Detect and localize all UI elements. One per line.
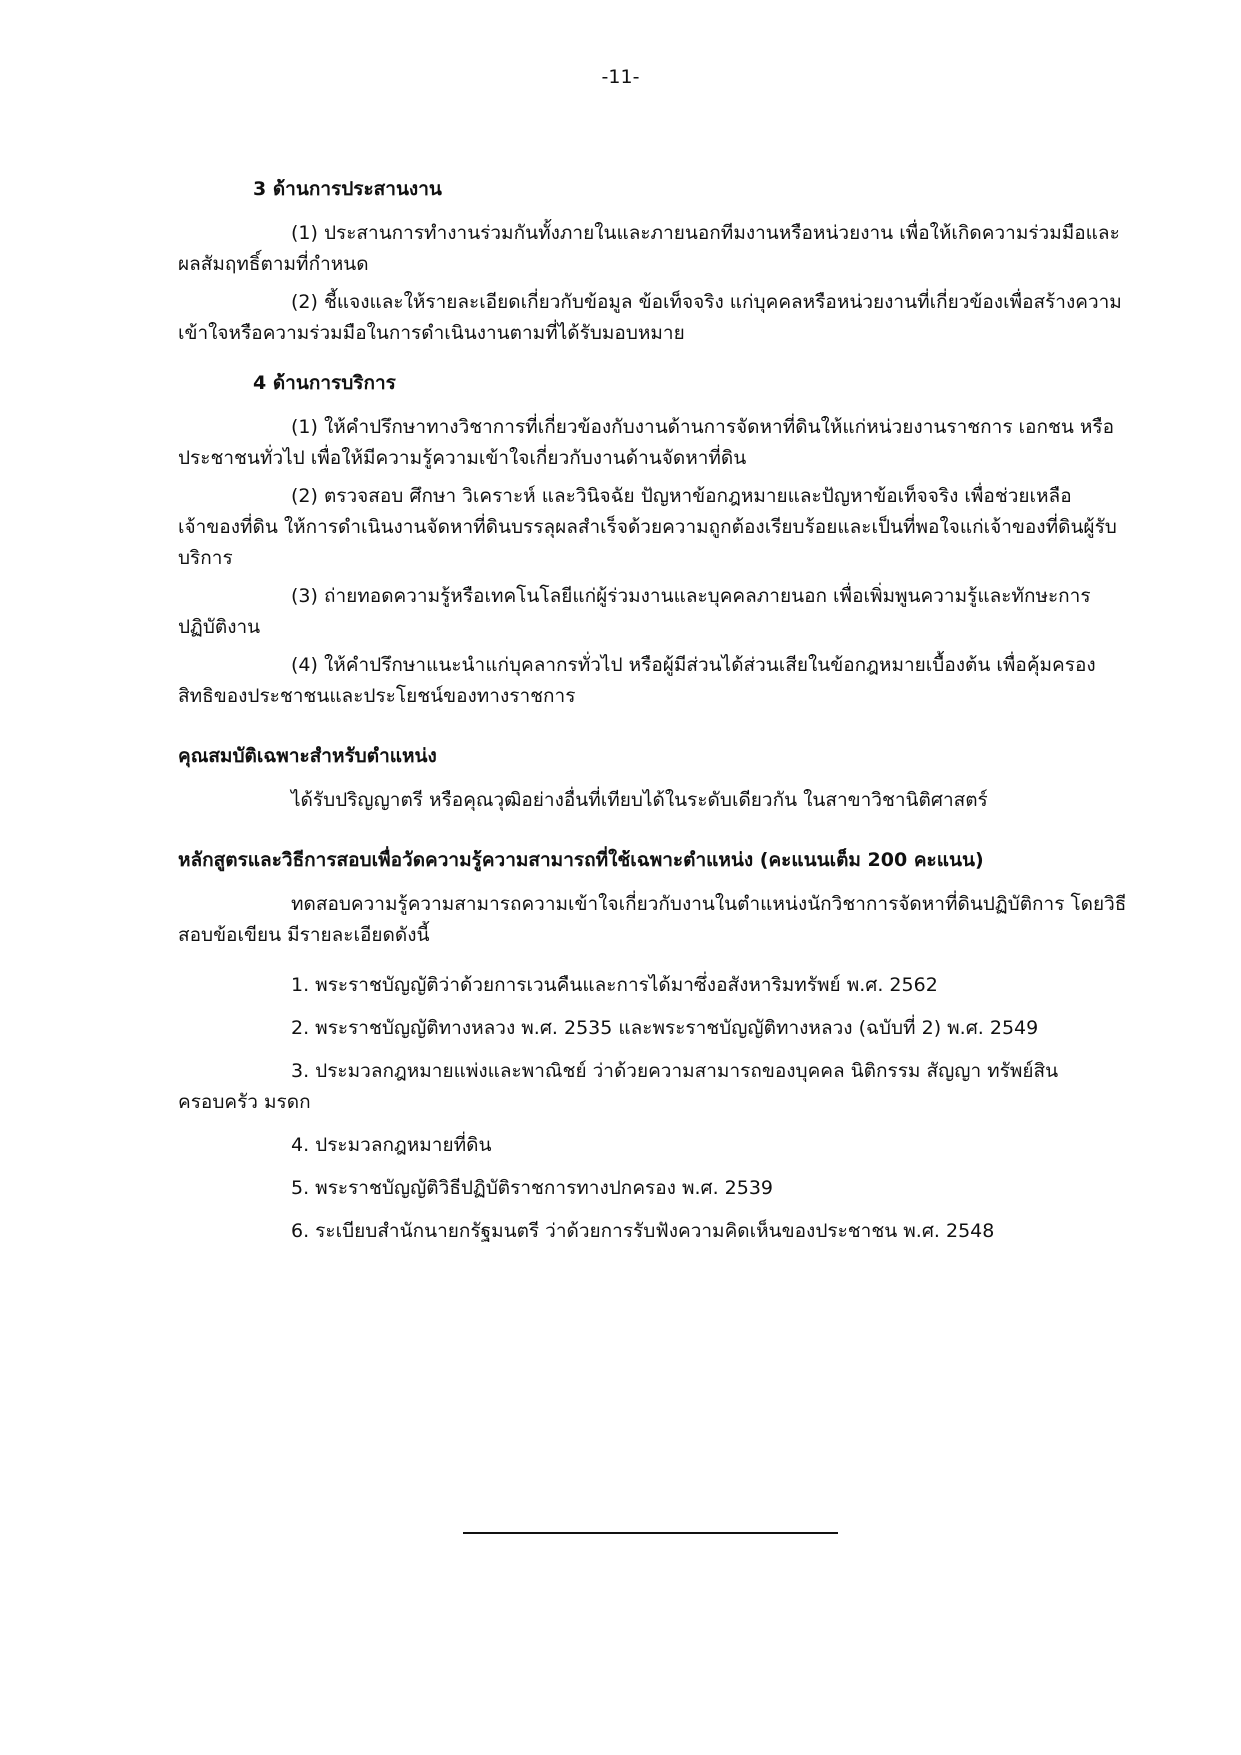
qualifications-heading: คุณสมบัติเฉพาะสำหรับตำแหน่ง xyxy=(178,745,437,767)
coordination-item-2: (2) ชี้แจงและให้รายละเอียดเกี่ยวกับข้อมูล ข้อเท็จจริง แก่บุคคลหรือหน่วยงานที่เกี่ยวข้องเพื่อสร้างความเข้าใจหรือความร่วมมือในการดำเนินงานตามที่ได้รับมอบหมาย xyxy=(178,291,1122,344)
service-item-4: (4) ให้คำปรึกษาแนะนำแก่บุคลากรทั่วไป หรือผู้มีส่วนได้ส่วนเสียในข้อกฎหมายเบื้องต้น เพื่อคุ้มครองสิทธิของประชาชนและประโยชน์ของทางราชการ xyxy=(178,654,1096,707)
coordination-item-1: (1) ประสานการทำงานร่วมกันทั้งภายในและภายนอกทีมงานหรือหน่วยงาน เพื่อให้เกิดความร่วมมือและผลสัมฤทธิ์ตามที่กำหนด xyxy=(178,222,1120,275)
coordination-heading: 3 ด้านการประสานงาน xyxy=(253,178,442,200)
end-divider-line xyxy=(463,1532,838,1534)
service-item-1: (1) ให้คำปรึกษาทางวิชาการที่เกี่ยวข้องกับงานด้านการจัดหาที่ดินให้แก่หน่วยงานราชการ เอกชน หรือประชาชนทั่วไป เพื่อให้มีความรู้ความเข้าใจเกี่ยวกับงานด้านจัดหาที่ดิน xyxy=(178,416,1115,469)
curriculum-item-1: 1. พระราชบัญญัติว่าด้วยการเวนคืนและการได้มาซึ่งอสังหาริมทรัพย์ พ.ศ. 2562 xyxy=(291,974,938,996)
service-item-2: (2) ตรวจสอบ ศึกษา วิเคราะห์ และวินิจฉัย ปัญหาข้อกฎหมายและปัญหาข้อเท็จจริง เพื่อช่วยเหลือเจ้าของที่ดิน ให้การดำเนินงานจัดหาที่ดินบรรลุผลสำเร็จด้วยความถูกต้องเรียบร้อยและเป็นที่พอใจแก่เจ้าของที่ดินผู้รับบริการ xyxy=(178,485,1117,569)
page-number: -11- xyxy=(601,66,640,88)
page-content xyxy=(178,174,1128,1259)
curriculum-item-6: 6. ระเบียบสำนักนายกรัฐมนตรี ว่าด้วยการรับฟังความคิดเห็นของประชาชน พ.ศ. 2548 xyxy=(291,1220,995,1242)
curriculum-heading: หลักสูตรและวิธีการสอบเพื่อวัดความรู้ความสามารถที่ใช้เฉพาะตำแหน่ง (คะแนนเต็ม 200 คะแนน) xyxy=(178,849,984,871)
service-heading: 4 ด้านการบริการ xyxy=(253,372,396,394)
curriculum-intro: ทดสอบความรู้ความสามารถความเข้าใจเกี่ยวกับงานในตำแหน่งนักวิชาการจัดหาที่ดินปฏิบัติการ โดยวิธีสอบข้อเขียน มีรายละเอียดดังนี้ xyxy=(178,893,1127,946)
curriculum-item-4: 4. ประมวลกฎหมายที่ดิน xyxy=(291,1134,492,1156)
curriculum-item-2: 2. พระราชบัญญัติทางหลวง พ.ศ. 2535 และพระราชบัญญัติทางหลวง (ฉบับที่ 2) พ.ศ. 2549 xyxy=(291,1017,1039,1039)
service-item-3: (3) ถ่ายทอดความรู้หรือเทคโนโลยีแก่ผู้ร่วมงานและบุคคลภายนอก เพื่อเพิ่มพูนความรู้และทักษะการปฏิบัติงาน xyxy=(178,585,1091,638)
curriculum-item-3: 3. ประมวลกฎหมายแพ่งและพาณิชย์ ว่าด้วยความสามารถของบุคคล นิติกรรม สัญญา ทรัพย์สิน ครอบครัว มรดก xyxy=(178,1060,1059,1113)
qualifications-text: ได้รับปริญญาตรี หรือคุณวุฒิอย่างอื่นที่เทียบได้ในระดับเดียวกัน ในสาขาวิชานิติศาสตร์ xyxy=(291,789,988,811)
curriculum-item-5: 5. พระราชบัญญัติวิธีปฏิบัติราชการทางปกครอง พ.ศ. 2539 xyxy=(291,1177,774,1199)
